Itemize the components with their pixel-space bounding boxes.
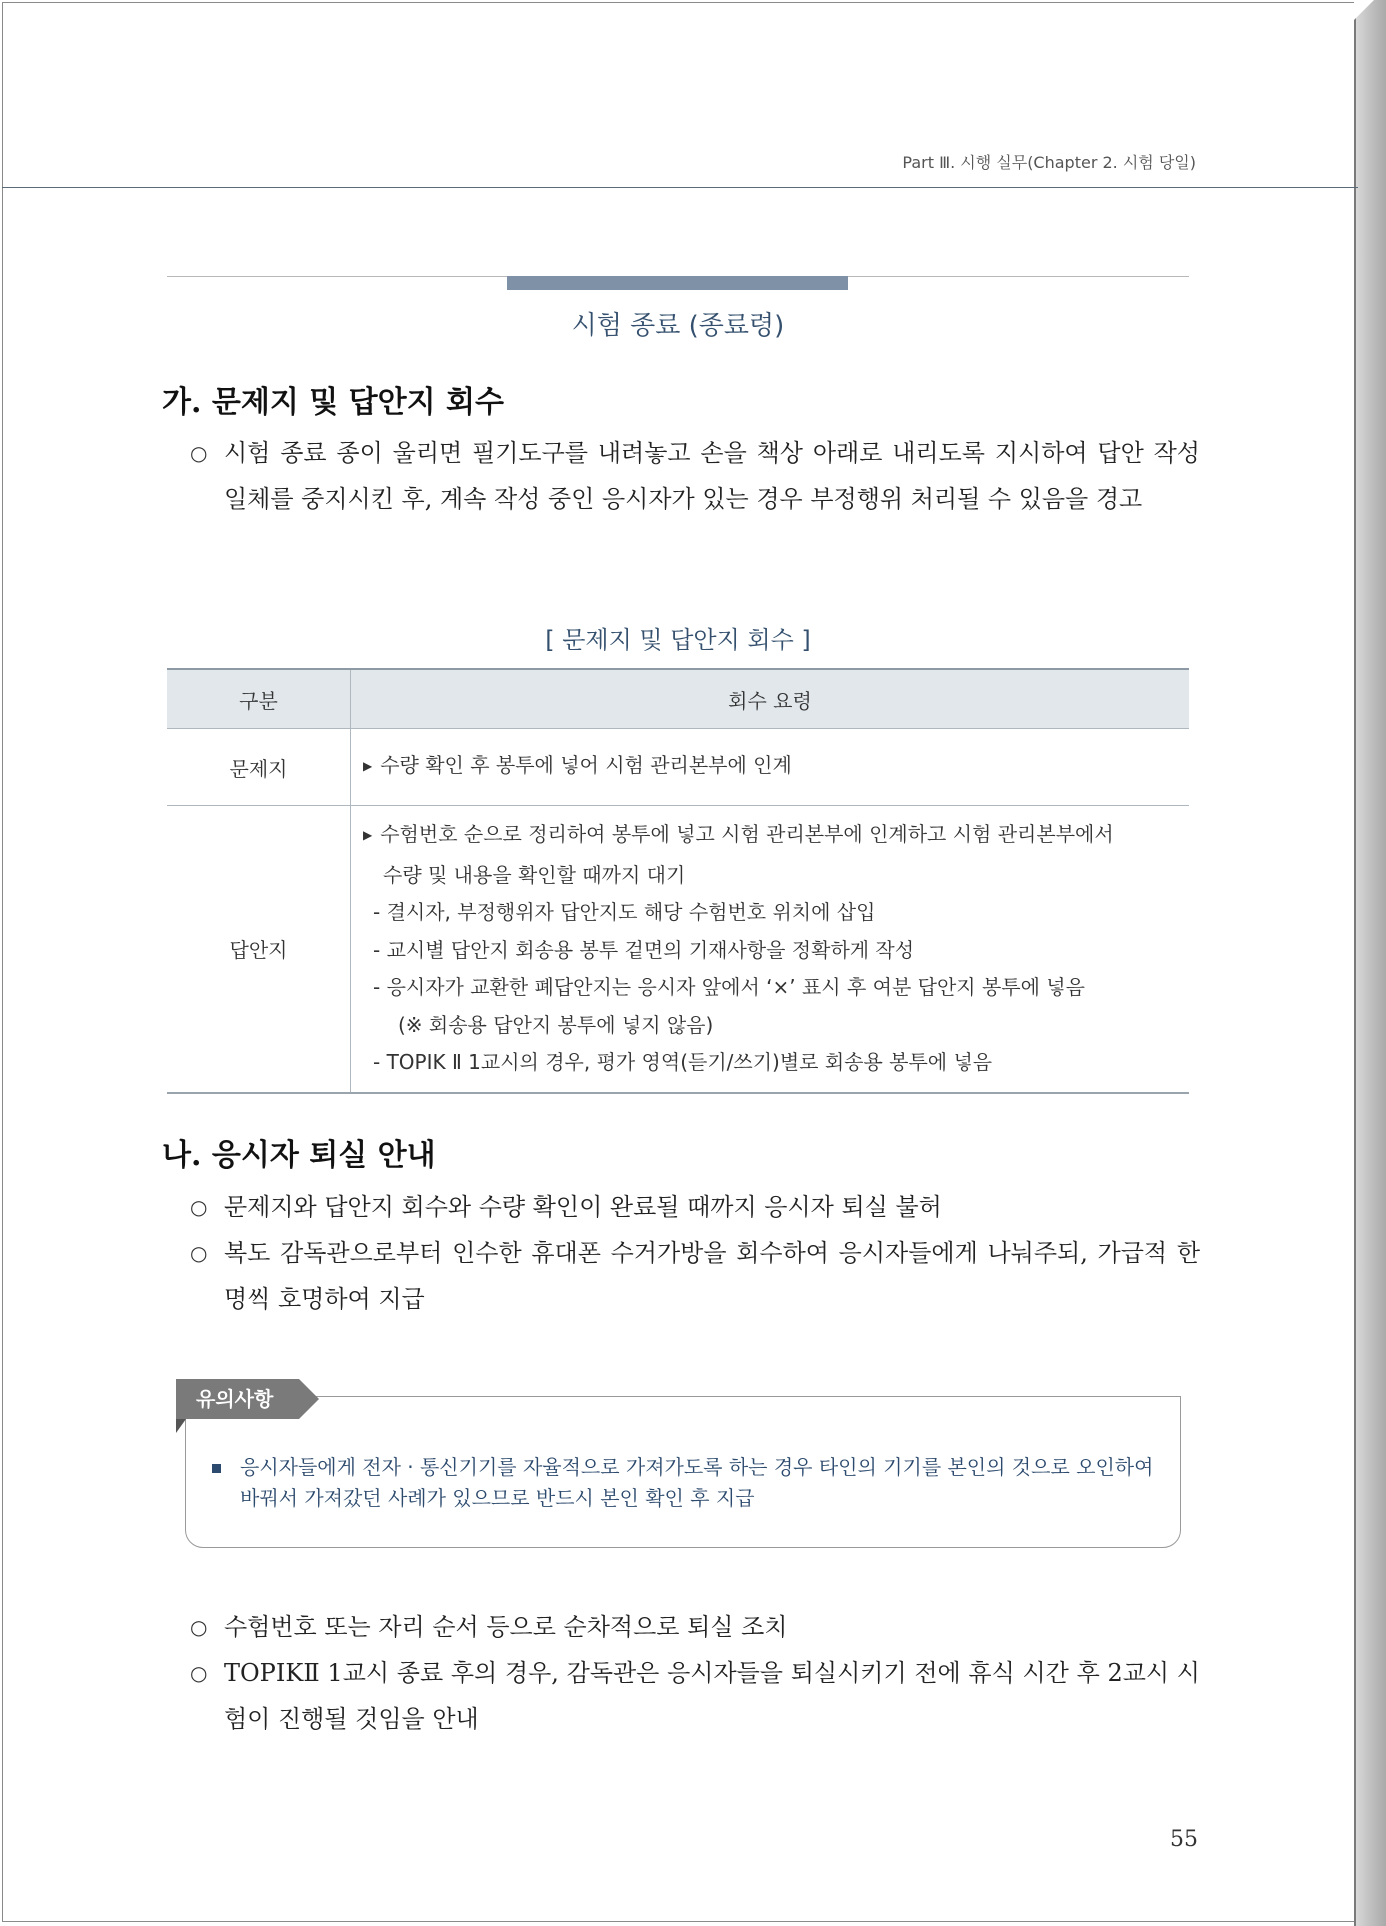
circle-bullet-icon: ○	[190, 1241, 208, 1265]
bullet-text: 복도 감독관으로부터 인수한 휴대폰 수거가방을 회수하여 응시자들에게 나눠주되, 가급적 한 명씩 호명하여 지급	[224, 1239, 1200, 1313]
table-caption: [ 문제지 및 답안지 회수 ]	[545, 626, 811, 654]
heading-part-b: 나. 응시자 퇴실 안내	[162, 1138, 436, 1173]
bullet-text: 시험 종료 종이 울리면 필기도구를 내려놓고 손을 책상 아래로 내리도록 지시하여 답안 작성 일체를 중지시킨 후, 계속 작성 중인 응시자가 있는 경우 부정행위 처리될 수 있음을 경고	[224, 439, 1200, 513]
running-header: Part Ⅲ. 시행 실무(Chapter 2. 시험 당일)	[902, 153, 1196, 172]
square-bullet-icon	[212, 1464, 221, 1473]
section-title-bar	[507, 276, 848, 290]
row-category: 문제지	[167, 729, 351, 806]
table-header-category: 구분	[167, 669, 351, 729]
procedure-line: (※ 회송용 답안지 봉투에 넣지 않음)	[398, 1012, 714, 1037]
bullet-item	[190, 1230, 1200, 1322]
table-header-procedure: 회수 요령	[351, 669, 1190, 729]
procedure-line: ▶ 수량 확인 후 봉투에 넣어 시험 관리본부에 인계	[363, 747, 1175, 788]
procedure-line: 수량 및 내용을 확인할 때까지 대기	[383, 862, 686, 887]
table-row	[167, 806, 1189, 1093]
bullet-text: 수험번호 또는 자리 순서 등으로 순차적으로 퇴실 조치	[224, 1613, 788, 1641]
procedure-line: - 교시별 답안지 회송용 봉투 겉면의 기재사항을 정확하게 작성	[373, 937, 915, 962]
circle-bullet-icon: ○	[190, 441, 208, 465]
bullet-item	[190, 1604, 1200, 1650]
notice-text: 응시자들에게 전자 · 통신기기를 자율적으로 가져가도록 하는 경우 타인의 기기를 본인의 것으로 오인하여 바꿔서 가져갔던 사례가 있으므로 반드시 본인 확인 후 지급	[240, 1455, 1154, 1510]
heading-part-a: 가. 문제지 및 답안지 회수	[162, 385, 505, 420]
bullet-text: 문제지와 답안지 회수와 수량 확인이 완료될 때까지 응시자 퇴실 불허	[224, 1193, 942, 1221]
notice-tab: 유의사항	[176, 1379, 299, 1419]
procedure-line: ▶ 수험번호 순으로 정리하여 봉투에 넣고 시험 관리본부에 인계하고 시험 관리본부에서	[363, 816, 1175, 857]
bullet-item	[190, 1184, 1200, 1230]
circle-bullet-icon: ○	[190, 1661, 208, 1685]
procedure-line: - 결시자, 부정행위자 답안지도 해당 수험번호 위치에 삽입	[373, 900, 876, 924]
row-category: 답안지	[167, 806, 351, 1093]
row-procedure	[351, 729, 1190, 806]
row-procedure	[351, 806, 1190, 1093]
header-rule	[2, 187, 1358, 188]
table-row	[167, 729, 1189, 806]
circle-bullet-icon: ○	[190, 1195, 208, 1219]
procedure-line: - 응시자가 교환한 폐답안지는 응시자 앞에서 ‘×’ 표시 후 여분 답안지 봉투에 넣음	[373, 975, 1085, 999]
section-title: 시험 종료 (종료령)	[571, 311, 785, 341]
bullet-text: TOPIKⅡ 1교시 종료 후의 경우, 감독관은 응시자들을 퇴실시키기 전에 휴식 시간 후 2교시 시험이 진행될 것임을 안내	[224, 1659, 1200, 1733]
recovery-table	[167, 668, 1189, 1094]
page-stack-edge	[1354, 0, 1386, 1926]
procedure-line: - TOPIK Ⅱ 1교시의 경우, 평가 영역(듣기/쓰기)별로 회송용 봉투에 넣음	[373, 1050, 993, 1074]
bullet-item	[190, 430, 1200, 522]
circle-bullet-icon: ○	[190, 1615, 208, 1639]
bullet-item	[190, 1650, 1200, 1742]
page-number: 55	[1170, 1827, 1198, 1852]
